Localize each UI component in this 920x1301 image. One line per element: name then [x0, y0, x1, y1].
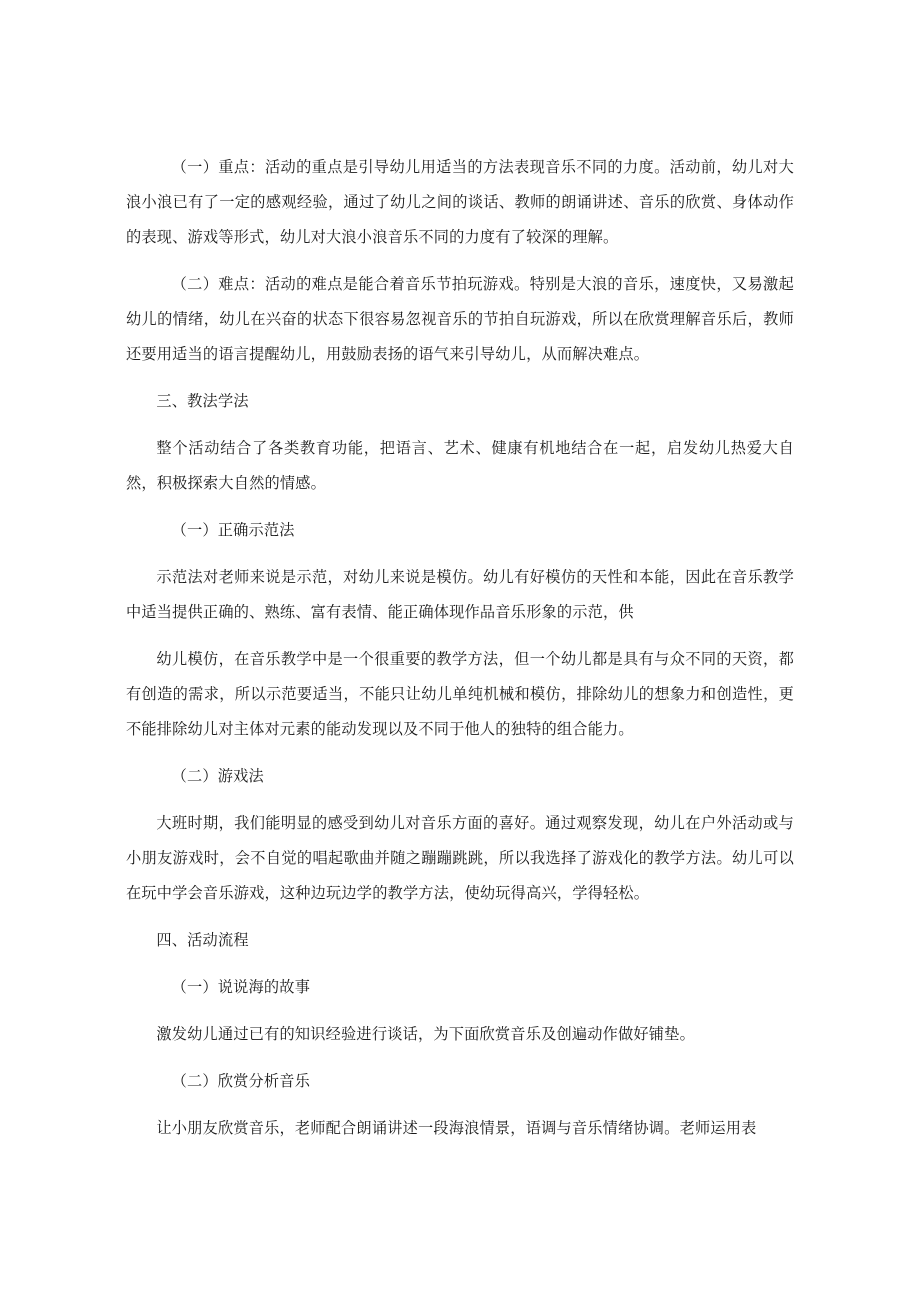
section-heading-teaching-methods: 三、教法学法 — [156, 392, 249, 410]
teaching-methods-intro: 整个活动结合了各类教育功能，把语言、艺术、健康有机地结合在一起，启发幼儿热爱大自然，积极探索大自然的情感。 — [126, 439, 794, 492]
difficulty-paragraph: （二）难点：活动的难点是能合着音乐节拍玩游戏。特别是大浪的音乐，速度快，又易激起幼儿的情绪，幼儿在兴奋的状态下很容易忽视音乐的节拍自玩游戏，所以在欣赏理解音乐后，教师还要用适当的语言提醒幼儿，用鼓励表扬的语气来引导幼儿，从而解决难点。 — [126, 275, 794, 363]
subheading-demonstration-method: （一）正确示范法 — [171, 521, 295, 539]
sea-story-paragraph: 激发幼儿通过已有的知识经验进行谈话，为下面欣赏音乐及创遍动作做好铺垫。 — [156, 1025, 695, 1043]
key-point-paragraph: （一）重点：活动的重点是引导幼儿用适当的方法表现音乐不同的力度。活动前，幼儿对大浪小浪已有了一定的感观经验，通过了幼儿之间的谈话、教师的朗诵讲述、音乐的欣赏、身体动作的表现、游戏等形式，幼儿对大浪小浪音乐不同的力度有了较深的理解。 — [126, 158, 794, 246]
section-heading-activity-flow: 四、活动流程 — [156, 931, 249, 949]
demonstration-paragraph-2: 幼儿模仿，在音乐教学中是一个很重要的教学方法，但一个幼儿都是具有与众不同的天资，都有创造的需求，所以示范要适当，不能只让幼儿单纯机械和模仿，排除幼儿的想象力和创造性，更不能排除幼儿对主体对元素的能动发现以及不同于他人的独特的组合能力。 — [126, 650, 794, 738]
document-page — [126, 150, 794, 1146]
demonstration-paragraph-1: 示范法对老师来说是示范，对幼儿来说是模仿。幼儿有好模仿的天性和本能，因此在音乐教学中适当提供正确的、熟练、富有表情、能正确体现作品音乐形象的示范，供 — [126, 568, 794, 621]
subheading-sea-story: （一）说说海的故事 — [171, 978, 311, 996]
game-method-paragraph: 大班时期，我们能明显的感受到幼儿对音乐方面的喜好。通过观察发现，幼儿在户外活动或与小朋友游戏时，会不自觉的唱起歌曲并随之蹦蹦跳跳，所以我选择了游戏化的教学方法。幼儿可以在玩中学会音乐游戏，这种边玩边学的教学方法，使幼玩得高兴，学得轻松。 — [126, 814, 794, 902]
music-appreciation-paragraph: 让小朋友欣赏音乐，老师配合朗诵讲述一段海浪情景，语调与音乐情绪协调。老师运用表 — [156, 1119, 757, 1137]
subheading-game-method: （二）游戏法 — [171, 767, 264, 785]
subheading-music-appreciation: （二）欣赏分析音乐 — [171, 1072, 311, 1090]
